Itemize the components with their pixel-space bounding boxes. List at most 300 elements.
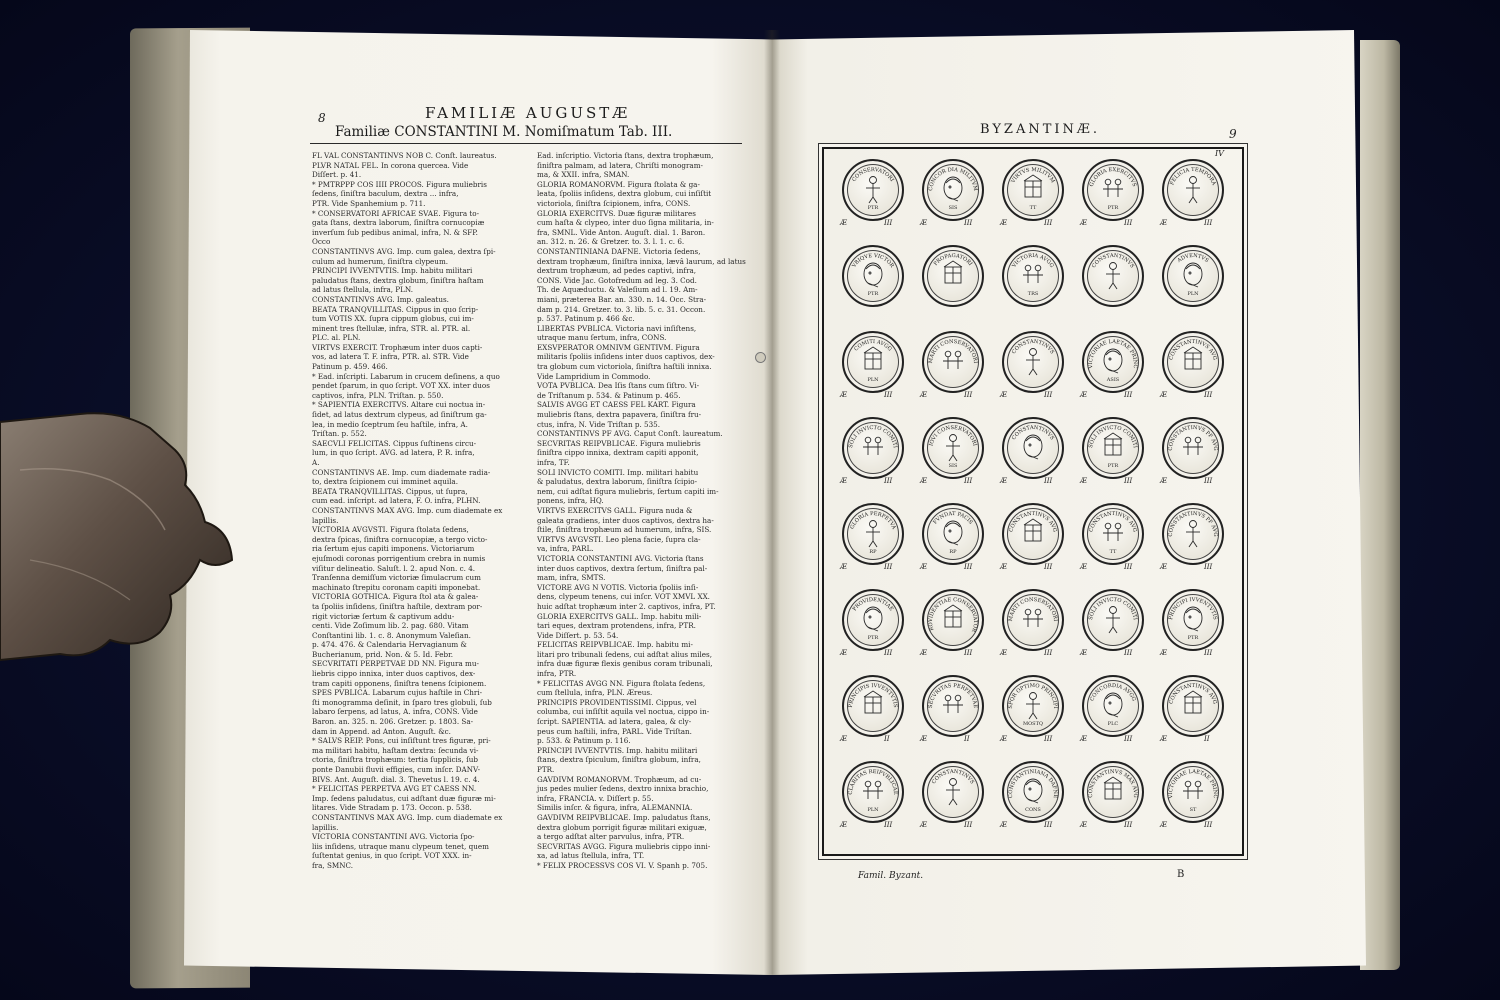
text-line: FELICITAS REIPVBLICAE. Imp. habitu mi- bbox=[537, 640, 693, 650]
coin-legend: VICTORIAE LAETAE PRINC bbox=[1167, 768, 1219, 799]
coin-metal-label: Æ bbox=[1080, 391, 1088, 399]
coin-legend: PRINCIPI IVVENTVTIS bbox=[1168, 597, 1218, 621]
coin-metal-label: Æ bbox=[1080, 735, 1088, 743]
coin-legend: IOVI CONSERVATORI bbox=[928, 425, 978, 447]
text-line: CONSTANTINVS AE. Imp. cum diademate radia- bbox=[312, 467, 491, 477]
text-line: pendet ſparum, in quo ſcript. VOT XX. inter duos bbox=[312, 381, 490, 391]
text-line: CONS. Vide Jac. Gotofredum ad leg. 3. Cod. bbox=[537, 275, 697, 285]
text-line: rigit victoriæ ſertum & captivum addu- bbox=[312, 611, 455, 621]
coin-legend: CONSTANTINVS bbox=[1091, 252, 1135, 270]
text-line: * SALVS REIP. Pons, cui inſiſtunt tres figuræ, pri- bbox=[312, 736, 491, 746]
coin-figure bbox=[1024, 779, 1042, 803]
mint-mark: PLN bbox=[867, 377, 879, 383]
text-line: Ead. inſcriptio. Victoria ſtans, dextra trophæum, bbox=[537, 151, 714, 160]
coin-legend: CONSTANTINVS PF AVG bbox=[1167, 424, 1219, 451]
text-line: PTR. Vide Spanhemium p. 711. bbox=[312, 198, 426, 208]
coin-illustration bbox=[842, 761, 904, 823]
right-running-head: BYZANTINÆ. bbox=[980, 122, 1101, 137]
coin-illustration bbox=[1082, 417, 1144, 479]
coin-legend: VIRTVS MILITVM bbox=[1010, 166, 1056, 185]
text-line: litares. Vide Stradam p. 173. Occon. p. 538. bbox=[312, 803, 472, 813]
coin-figure bbox=[946, 779, 960, 806]
text-line: Imp. ſedens paludatus, cui adſtant duæ figuræ mi- bbox=[312, 793, 496, 803]
text-line: Baron. an. 325. n. 206. Gretzer. p. 1803. Sa- bbox=[312, 717, 474, 727]
coin-size-label: III bbox=[884, 477, 893, 485]
text-line: VICTORIA AVGVSTI. Figura ſtolata ſedens, bbox=[312, 525, 469, 535]
coin-size-label: II bbox=[1204, 735, 1210, 743]
coin-legend: COMITI AVGG bbox=[853, 338, 893, 353]
text-line: muliebris ſtans, dextra papavera, ſiniſtra fru- bbox=[537, 410, 702, 420]
coin-figure bbox=[1023, 609, 1043, 627]
text-line: de Triſtanum p. 534. & Patinum p. 465. bbox=[537, 390, 681, 400]
coin-illustration bbox=[1002, 159, 1064, 221]
text-line: SECVRITAS REIPVBLICAE. Figura muliebris bbox=[537, 438, 701, 448]
coin-figure bbox=[944, 521, 962, 545]
text-line: dextra ſpicas, ſiniſtra cornucopiæ, a tergo victo- bbox=[312, 534, 488, 544]
text-line: Patinum p. 459. 466. bbox=[312, 362, 388, 372]
text-line: tari eques, dextram protendens, infra, PTR. bbox=[537, 621, 696, 631]
coin-size-label: III bbox=[1124, 219, 1133, 227]
coin-metal-label: Æ bbox=[1000, 821, 1008, 829]
text-line: cum ead. inſcript. ad latera, F. O. infra, PLHN. bbox=[312, 496, 481, 506]
coin-legend: GLORIA EXERCITVS bbox=[1088, 166, 1138, 188]
text-line: BEATA TRANQVILLITAS. Cippus, ut ſupra, bbox=[312, 486, 468, 496]
coin-illustration bbox=[1082, 761, 1144, 823]
text-line: cum haſta & clypeo, inter duo ſigna militaria, in- bbox=[537, 218, 714, 228]
coin-legend: VBIQVE VICTOR bbox=[851, 253, 895, 269]
coin-metal-label: Æ bbox=[920, 821, 928, 829]
coin-legend: MARTI CONSERVATORI bbox=[927, 338, 979, 364]
coin-figure bbox=[863, 781, 883, 799]
coin-figure bbox=[1184, 691, 1202, 713]
coin-metal-label: Æ bbox=[840, 563, 848, 571]
plate-number: IV bbox=[1215, 149, 1224, 158]
coin-size-label: II bbox=[964, 735, 970, 743]
mint-mark: PTR bbox=[1107, 463, 1119, 469]
mint-mark: PLN bbox=[1187, 291, 1199, 297]
text-line: culum ad humerum, ſiniſtra clypeum. bbox=[312, 256, 449, 266]
coin-legend: CLARITAS REIPVBLICAE bbox=[847, 768, 899, 795]
text-line: PLVR NATAL FEL. In corona quercea. Vide bbox=[312, 160, 469, 170]
coin-plate bbox=[822, 147, 1244, 856]
coin-legend: CONCOR DIA MILITVM bbox=[927, 167, 979, 192]
text-line: * FELICITAS AVGG NN. Figura ſtolata ſedens, bbox=[537, 678, 706, 688]
coin-size-label: III bbox=[1204, 821, 1213, 829]
text-line: VICTORIA CONSTANTINI AVG. Victoria ſpo- bbox=[312, 832, 475, 842]
coin-metal-label: Æ bbox=[1080, 649, 1088, 657]
coin-metal-label: Æ bbox=[840, 391, 848, 399]
coin-grid bbox=[824, 149, 1242, 854]
coin-illustration bbox=[842, 159, 904, 221]
footer-signature: B bbox=[1177, 869, 1185, 880]
coin-size-label: III bbox=[1044, 563, 1053, 571]
coin-illustration bbox=[922, 761, 984, 823]
coin-figure bbox=[1184, 347, 1202, 369]
coin-illustration bbox=[1162, 675, 1224, 737]
text-line: VIRTVS EXERCITVS GALL. Figura nuda & bbox=[537, 505, 693, 515]
coin-figure bbox=[864, 347, 882, 369]
coin-metal-label: Æ bbox=[920, 477, 928, 485]
coin-legend: MARTI CONSERVATORI bbox=[1007, 596, 1059, 622]
text-line: peus cum haſtili, infra, PARL. Vide Triſtan. bbox=[537, 726, 692, 736]
text-line: ſidet, ad latus dextrum clypeus, ad ſiniſtrum ga- bbox=[312, 410, 487, 420]
coin-figure bbox=[866, 521, 880, 548]
text-line: PRINCIPI IVVENTVTIS. Imp. habitu militari bbox=[312, 266, 473, 276]
coin-legend: SOLI INVICTO COMITI bbox=[1088, 596, 1138, 621]
coin-figure bbox=[1106, 263, 1120, 290]
text-line: SECVRITATI PERPETVAE DD NN. Figura mu- bbox=[312, 659, 479, 669]
text-line: CONSTANTINVS MAX AVG. Imp. cum diademate ex bbox=[312, 812, 503, 822]
text-line: fra, SMNL. Vide Anton. Auguſt. dial. 1. Baron. bbox=[537, 227, 706, 237]
text-line: vos, ad latera T. F. infra, PTR. al. STR. Vide bbox=[312, 352, 469, 362]
coin-metal-label: Æ bbox=[1000, 219, 1008, 227]
coin-figure bbox=[864, 263, 882, 287]
coin-size-label: III bbox=[884, 563, 893, 571]
coin-figure bbox=[1023, 265, 1043, 283]
text-line: GAVDIVM ROMANORVM. Trophæum, ad cu- bbox=[537, 774, 702, 784]
coin-legend: CONSTANTINVS bbox=[1011, 424, 1055, 442]
coin-legend: CONSTANTINVS AVG bbox=[1008, 511, 1058, 533]
coin-size-label: III bbox=[964, 821, 973, 829]
text-line: a tergo adſtat alter parvulus, infra, PTR. bbox=[537, 832, 685, 842]
coin-illustration bbox=[842, 503, 904, 565]
coin-metal-label: Æ bbox=[1080, 563, 1088, 571]
coin-illustration bbox=[1162, 761, 1224, 823]
coin-figure bbox=[1026, 693, 1040, 720]
text-line: ſiniſtra cippo innixa, dextram capiti apponit, bbox=[537, 448, 699, 458]
coin-legend: VICTORIA AVGG bbox=[1011, 253, 1055, 269]
text-line: VICTORE AVG N VOTIS. Victoria ſpoliis inſi- bbox=[537, 582, 699, 592]
text-line: ſcript. SAPIENTIA. ad latera, galea, & cly- bbox=[537, 717, 692, 727]
metal-clasp bbox=[0, 410, 235, 670]
text-line: SPES PVBLICA. Labarum cujus haſtile in Chri- bbox=[312, 688, 483, 698]
text-line: ma, & XXII. infra, SMAN. bbox=[537, 170, 630, 180]
text-line: Th. de Aquæductu. & Valeſium ad l. 19. Am- bbox=[537, 285, 698, 295]
coin-illustration bbox=[1002, 417, 1064, 479]
coin-legend: ROVIDENTIAE CONSERVATOR bbox=[927, 596, 979, 633]
coin-illustration bbox=[842, 417, 904, 479]
text-line: Conſtantini lib. 1. c. 8. Anonymum Valeſian. bbox=[312, 630, 471, 640]
coin-metal-label: Æ bbox=[1000, 649, 1008, 657]
coin-size-label: III bbox=[1124, 649, 1133, 657]
coin-figure bbox=[1183, 437, 1203, 455]
text-line: Vide Lampridium in Commodo. bbox=[537, 371, 651, 381]
text-line: dextram trophæum, ſiniſtra innixa, lævâ laurum, ad latus bbox=[537, 256, 746, 266]
text-line: SECVRITAS AVGG. Figura muliebris cippo inni- bbox=[537, 841, 711, 851]
coin-figure bbox=[1026, 349, 1040, 376]
coin-legend: SOLI INVICTO COMITI bbox=[1088, 424, 1138, 449]
right-page-number: 9 bbox=[1229, 127, 1237, 141]
coin-legend: ADVENTVS bbox=[1176, 252, 1210, 264]
coin-metal-label: Æ bbox=[1080, 821, 1088, 829]
coin-figure bbox=[1024, 435, 1042, 459]
coin-metal-label: Æ bbox=[840, 477, 848, 485]
coin-illustration bbox=[1002, 589, 1064, 651]
book-gutter bbox=[764, 30, 780, 975]
text-line: leata, ſpoliis inſidens, dextra globum, cui inſiſtit bbox=[537, 189, 712, 199]
coin-size-label: III bbox=[964, 649, 973, 657]
text-line: litari pro tribunali ſedens, cui adſtat alius miles, bbox=[537, 649, 712, 659]
text-line: dextra globum porrigit figuræ militari exiguæ, bbox=[537, 822, 707, 832]
mint-mark: ST bbox=[1189, 807, 1197, 813]
text-line: an. 312. n. 26. & Gretzer. to. 3. l. 1. c. 6. bbox=[537, 237, 685, 247]
coin-size-label: III bbox=[1044, 735, 1053, 743]
text-line: infra, PTR. bbox=[537, 669, 577, 679]
coin-figure bbox=[944, 261, 962, 283]
text-line: utraque manu ſertum, infra, CONS. bbox=[537, 333, 667, 343]
text-line: lum, in quo ſcript. AVG. ad latera, P. R. infra, bbox=[312, 448, 475, 458]
coin-size-label: III bbox=[964, 219, 973, 227]
coin-metal-label: Æ bbox=[1080, 219, 1088, 227]
mint-mark: PLN bbox=[867, 807, 879, 813]
text-line: ponte Danubii fluvii effigies, cum inſcr. DANV- bbox=[312, 765, 480, 774]
coin-metal-label: Æ bbox=[840, 735, 848, 743]
coin-metal-label: Æ bbox=[1000, 391, 1008, 399]
coin-legend: CONSTANTINVS AVG bbox=[1088, 511, 1138, 533]
coin-metal-label: Æ bbox=[1080, 477, 1088, 485]
coin-illustration bbox=[842, 589, 904, 651]
mint-mark: PTR bbox=[867, 635, 879, 641]
coin-figure bbox=[1184, 263, 1202, 287]
text-line: ſuſtentat genius, in quo ſcript. VOT XXX. in- bbox=[312, 851, 472, 861]
coin-illustration bbox=[1082, 675, 1144, 737]
coin-legend: SPQR OPTIMO PRINCIPI bbox=[1007, 682, 1059, 709]
coin-size-label: III bbox=[1044, 477, 1053, 485]
coin-size-label: III bbox=[1204, 391, 1213, 399]
coin-size-label: III bbox=[884, 649, 893, 657]
text-line: BEATA TRANQVILLITAS. Cippus in quo ſcrip- bbox=[312, 304, 479, 314]
text-line: PTR. bbox=[537, 765, 555, 774]
coin-figure bbox=[1103, 523, 1123, 541]
text-line: captivos, infra, PLN. Triſtan. p. 550. bbox=[312, 390, 444, 400]
text-line: nem, cui adſtat figura muliebris, ſertum capiti im- bbox=[537, 486, 719, 496]
text-line: inter duos captivos, dextra ſertum, ſiniſtra pal- bbox=[537, 563, 708, 573]
text-line: labaro ſerpens, ad latus, A. infra, CONS. Vide bbox=[312, 707, 478, 717]
text-line: * FELICITAS PERPETVA AVG ET CAESS NN. bbox=[312, 784, 477, 794]
coin-figure bbox=[1024, 519, 1042, 541]
mint-mark: SIS bbox=[948, 463, 958, 469]
coin-legend: PROVIDENTIAE bbox=[851, 596, 895, 613]
coin-size-label: III bbox=[1204, 649, 1213, 657]
coin-metal-label: Æ bbox=[1000, 477, 1008, 485]
text-line: SALVIS AVGG ET CAESS FEL KART. Figura bbox=[537, 400, 696, 410]
coin-figure bbox=[864, 691, 882, 713]
coin-figure bbox=[1104, 433, 1122, 455]
coin-metal-label: Æ bbox=[840, 219, 848, 227]
coin-legend: CONCORDIA AVGG bbox=[1089, 682, 1137, 703]
text-line: CONSTANTINVS AVG. Imp. cum galea, dextra ſpi- bbox=[312, 246, 496, 256]
text-line: PRINCIPIS PROVIDENTISSIMI. Cippus, vel bbox=[537, 697, 697, 707]
coin-figure bbox=[1183, 781, 1203, 799]
text-line: GLORIA EXERCITVS GALL. Imp. habitu mili- bbox=[537, 611, 702, 621]
text-line: & paludatus, dextra laborum, ſiniſtra ſcipio- bbox=[537, 477, 698, 487]
left-running-head: FAMILIÆ AUGUSTÆ bbox=[425, 104, 631, 122]
text-line: tum VOTIS XX. ſupra cippum globus, cui im- bbox=[312, 314, 474, 324]
text-line: jus pedes mulier ſedens, dextro innixa brachio, bbox=[537, 784, 709, 794]
coin-legend: SECVRITAS PERPETVAE bbox=[927, 682, 979, 709]
coin-size-label: II bbox=[884, 735, 890, 743]
text-line: p. 474. 476. & Calendaria Hervagianum & bbox=[312, 640, 467, 650]
coin-illustration bbox=[922, 159, 984, 221]
coin-metal-label: Æ bbox=[920, 563, 928, 571]
text-line: ta ſpoliis inſidens, ſiniſtra haſtile, dextram por- bbox=[312, 601, 483, 611]
text-line: PLC. al. PLN. bbox=[312, 333, 361, 343]
coin-figure bbox=[864, 607, 882, 631]
text-line: VIRTVS AVGVSTI. Leo plena facie, ſupra cla- bbox=[537, 534, 701, 544]
coin-legend: PROPAGATORI bbox=[932, 253, 974, 268]
text-line: infra, TF. bbox=[537, 458, 570, 467]
text-line: ſtile, ſiniſtra trophæum ad humerum, infra, SIS. bbox=[537, 525, 712, 535]
coin-size-label: III bbox=[964, 563, 973, 571]
text-line: ria ſertum ejus capiti imponens. Victoriarum bbox=[312, 544, 475, 554]
text-line: machinato ſtrepitu coronam capiti imponebat. bbox=[312, 582, 481, 592]
text-line: VICTORIA CONSTANTINI AVG. Victoria ſtans bbox=[537, 553, 704, 563]
coin-figure bbox=[946, 435, 960, 462]
coin-metal-label: Æ bbox=[920, 391, 928, 399]
mint-mark: TT bbox=[1029, 205, 1037, 211]
text-line: dens, clypeum tenens, cui inſcr. VOT XMVL XX. bbox=[537, 592, 710, 602]
left-page-number: 8 bbox=[318, 111, 326, 125]
coin-illustration bbox=[1082, 245, 1144, 307]
coin-size-label: III bbox=[1044, 649, 1053, 657]
mint-mark: ASIS bbox=[1106, 377, 1120, 383]
left-page-subtitle: Familiæ CONSTANTINI M. Nomiſmatum Tab. III. bbox=[335, 124, 673, 140]
mint-mark: MOSTQ bbox=[1022, 721, 1044, 727]
text-line: A. bbox=[312, 458, 320, 467]
coin-legend: FVNDAT PACIS bbox=[932, 511, 974, 526]
coin-size-label: III bbox=[1124, 821, 1133, 829]
text-line: SOLI INVICTO COMITI. Imp. militari habitu bbox=[537, 467, 699, 477]
mint-mark: CONS bbox=[1025, 807, 1041, 813]
coin-legend: PRINCIPIS IVVENTVTIS bbox=[847, 682, 899, 708]
coin-legend: VICTORIAE LAETAE PRINC bbox=[1087, 338, 1139, 369]
text-line: centi. Vide Zoſimum lib. 2. pag. 680. Vitam bbox=[312, 621, 469, 631]
text-line: minent tres ſtellulæ, infra, STR. al. PTR. al. bbox=[312, 323, 471, 333]
coin-figure bbox=[944, 177, 962, 201]
coin-illustration bbox=[922, 245, 984, 307]
coin-illustration bbox=[1002, 331, 1064, 393]
coin-illustration bbox=[1082, 159, 1144, 221]
text-line: Vide Diſſert. p. 53. 54. bbox=[537, 630, 619, 640]
text-line: tra globum cum victoriola, ſiniſtra haſtili innixa. bbox=[537, 362, 712, 372]
coin-size-label: III bbox=[964, 391, 973, 399]
text-line: militaris ſpoliis inſidens inter duos captivos, dex- bbox=[537, 352, 715, 362]
coin-size-label: III bbox=[1044, 391, 1053, 399]
left-header-rule bbox=[310, 143, 742, 144]
text-line: ſtans, dextra ſpiculum, ſiniſtra globum, infra, bbox=[537, 755, 701, 765]
coin-illustration bbox=[1162, 331, 1224, 393]
coin-figure bbox=[944, 605, 962, 627]
book-cover-right bbox=[1360, 40, 1400, 970]
mint-mark: TT bbox=[1109, 549, 1117, 555]
text-line: * SAPIENTIA EXERCITVS. Altare cui noctua in- bbox=[312, 400, 486, 410]
text-line: VICTORIA GOTHICA. Figura ſtol ata & galea- bbox=[312, 592, 479, 602]
coin-metal-label: Æ bbox=[840, 649, 848, 657]
coin-illustration bbox=[1162, 503, 1224, 565]
text-line: lea, in medio ſceptrum ſeu haſtile, infra, A. bbox=[312, 419, 468, 429]
coin-legend: FELICIA TEMPORA bbox=[1169, 167, 1217, 187]
text-line: galeata gradiens, inter duos captivos, dextra ha- bbox=[537, 515, 714, 525]
coin-size-label: III bbox=[1204, 219, 1213, 227]
coin-metal-label: Æ bbox=[840, 821, 848, 829]
text-line: * PMTRPPP COS IIII PROCOS. Figura muliebris bbox=[312, 179, 487, 189]
text-line: ſti monogramma deſinit, in ſparo tres globuli, ſub bbox=[312, 697, 492, 707]
coin-figure bbox=[1103, 179, 1123, 197]
text-line: GLORIA EXERCITVS. Duæ figuræ militares bbox=[537, 208, 696, 218]
text-line: victoriola, ſiniſtra ſcipionem, infra, CONS. bbox=[537, 198, 691, 208]
text-line: huic adſtat trophæum inter 2. captivos, infra, PT. bbox=[537, 601, 716, 611]
text-line: Triſtan. p. 552. bbox=[312, 429, 367, 439]
coin-figure bbox=[1104, 693, 1122, 717]
text-line: Similis inſcr. & figura, infra, ALEMANNIA. bbox=[537, 803, 693, 813]
text-line: ad latus ſtellula, infra, PLN. bbox=[312, 285, 414, 295]
text-line: Occo bbox=[312, 237, 331, 247]
text-line: liis inſidens, utraque manu clypeum tenet, quem bbox=[312, 841, 489, 851]
coin-legend: CONSERVATORI bbox=[851, 167, 895, 183]
coin-illustration bbox=[922, 331, 984, 393]
text-line: p. 537. Patinum p. 466 &c. bbox=[537, 314, 635, 324]
text-line: paludatus ſtans, dextra globum, ſiniſtra haſtam bbox=[312, 275, 484, 285]
text-line: VIRTVS EXERCIT. Trophæum inter duos capti- bbox=[312, 342, 483, 352]
coin-legend: CONSTANTINIANA DAFNE bbox=[1007, 768, 1059, 799]
coin-figure bbox=[1186, 177, 1200, 204]
coin-size-label: III bbox=[884, 219, 893, 227]
coin-size-label: III bbox=[1124, 477, 1133, 485]
text-line: ctoria, ſiniſtra trophæum: tertia ſupplicis, ſub bbox=[312, 755, 478, 765]
text-line: columba, cui inſiſtit aquila vel noctua, cippo in- bbox=[537, 707, 710, 717]
coin-size-label: III bbox=[1044, 821, 1053, 829]
text-line: fra, SMNC. bbox=[312, 860, 354, 870]
text-line: tram capiti opponens, ſiniſtra tenens ſcipionem. bbox=[312, 678, 487, 688]
mint-mark: SIS bbox=[948, 205, 958, 211]
coin-metal-label: Æ bbox=[1160, 477, 1168, 485]
coin-legend: CONSTANTINVS MAX AVG bbox=[1087, 768, 1139, 798]
text-column-1 bbox=[312, 151, 527, 870]
text-line: PRINCIPI IVVENTVTIS. Imp. habitu militari bbox=[537, 745, 698, 755]
coin-legend: SOLI INVICTO COMITI bbox=[848, 424, 898, 449]
coin-figure bbox=[943, 695, 963, 713]
coin-metal-label: Æ bbox=[1000, 735, 1008, 743]
coin-illustration bbox=[1082, 331, 1144, 393]
text-line: ponens, infra, HQ. bbox=[537, 496, 604, 506]
text-line: dam p. 214. Gretzer. to. 3. lib. 5. c. 31. Occon. bbox=[537, 304, 706, 314]
coin-illustration bbox=[842, 675, 904, 737]
coin-illustration bbox=[1162, 417, 1224, 479]
coin-illustration bbox=[922, 675, 984, 737]
coin-figure bbox=[943, 351, 963, 369]
coin-size-label: III bbox=[1204, 563, 1213, 571]
coin-figure bbox=[1106, 607, 1120, 634]
coin-illustration bbox=[1162, 245, 1224, 307]
coin-size-label: III bbox=[1124, 735, 1133, 743]
coin-illustration bbox=[1162, 159, 1224, 221]
text-line: dextrum trophæum, ad pedes captivi, infra, bbox=[537, 266, 697, 276]
mint-mark: PTR bbox=[867, 291, 879, 297]
coin-legend: CONSTANTINVS bbox=[1011, 338, 1055, 356]
text-line: gata ſtans, dextra laborum, ſiniſtra cornucopiæ bbox=[312, 218, 485, 228]
coin-illustration bbox=[842, 331, 904, 393]
coin-figure bbox=[1024, 175, 1042, 197]
coin-illustration bbox=[1002, 245, 1064, 307]
coin-illustration bbox=[922, 417, 984, 479]
coin-illustration bbox=[842, 245, 904, 307]
text-line: FL VAL CONSTANTINVS NOB C. Conſt. laureatus. bbox=[312, 151, 497, 160]
text-line: p. 533. & Patinum p. 116. bbox=[537, 736, 631, 746]
text-line: GAVDIVM REIPVBLICAE. Imp. paludatus ſtans, bbox=[537, 812, 711, 822]
coin-metal-label: Æ bbox=[1000, 563, 1008, 571]
coin-legend: CONSTANTINVS PF AVG bbox=[1167, 510, 1219, 537]
text-line: ſiniſtra palmam, ad latera, Chriſti monogram- bbox=[537, 160, 703, 170]
